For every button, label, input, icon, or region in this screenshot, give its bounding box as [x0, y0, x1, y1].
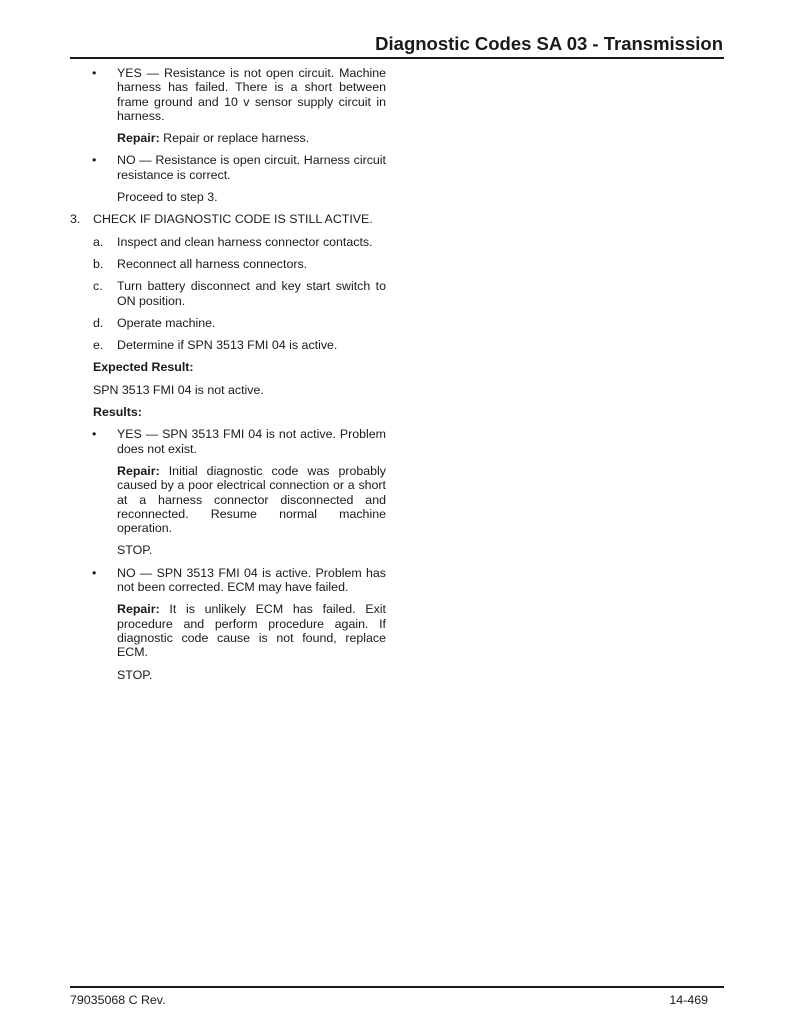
repair-text: Repair or replace harness. — [163, 131, 310, 146]
expected-result-heading: Expected Result: — [93, 360, 194, 375]
footer-rule — [70, 986, 724, 988]
result-yes-text: YES — Resistance is not open circuit. Machine harness has failed. There is a short between frame ground and 10 v sensor supply circuit in harness. — [117, 66, 386, 123]
repair-note — [70, 602, 386, 659]
substep-d — [70, 316, 386, 330]
expected-result-text: SPN 3513 FMI 04 is not active. — [93, 382, 264, 397]
result-yes-item — [70, 427, 386, 456]
repair-note — [70, 464, 386, 535]
bullet-icon: • — [92, 565, 97, 580]
result-yes-item — [70, 66, 386, 123]
repair-label: Repair: — [117, 131, 160, 146]
bullet-icon: • — [92, 427, 97, 442]
result-yes-text: YES — SPN 3513 FMI 04 is not active. Problem does not exist. — [117, 427, 386, 456]
page-title: Diagnostic Codes SA 03 - Transmission — [375, 33, 723, 54]
bullet-icon: • — [92, 153, 97, 168]
substep-c — [70, 279, 386, 308]
repair-label: Repair: — [117, 602, 160, 617]
result-no-text: NO — Resistance is open circuit. Harness circuit resistance is correct. — [117, 153, 386, 182]
substep-b — [70, 257, 386, 271]
stop-note: STOP. — [117, 543, 153, 558]
result-no-item — [70, 153, 386, 182]
substep-e — [70, 338, 386, 352]
repair-note — [70, 131, 386, 145]
substep-a — [70, 235, 386, 249]
substep-letter: a. — [93, 234, 104, 249]
substep-letter: d. — [93, 315, 104, 330]
header-rule — [70, 57, 724, 59]
procedure-content — [70, 66, 386, 690]
step-3 — [70, 212, 386, 226]
substep-text: Operate machine. — [117, 315, 216, 330]
substep-text: Turn battery disconnect and key start switch to ON position. — [117, 279, 386, 308]
result-no-item — [70, 566, 386, 595]
document-number: 79035068 C Rev. — [70, 993, 166, 1007]
step-title: CHECK IF DIAGNOSTIC CODE IS STILL ACTIVE. — [93, 212, 373, 227]
substep-text: Determine if SPN 3513 FMI 04 is active. — [117, 338, 338, 353]
repair-text: Initial diagnostic code was probably caused by a poor electrical connection or a short at a harness connector disconnected and reconnected. Resume normal machine operation. — [117, 463, 386, 536]
stop-note: STOP. — [117, 667, 153, 682]
substep-letter: c. — [93, 279, 103, 294]
substep-letter: b. — [93, 256, 104, 271]
results-heading: Results: — [93, 405, 142, 420]
bullet-icon: • — [92, 66, 97, 80]
repair-text: It is unlikely ECM has failed. Exit procedure and perform procedure again. If diagnostic code cause is not found, replace ECM. — [117, 602, 386, 660]
step-number: 3. — [70, 212, 81, 227]
repair-label: Repair: — [117, 463, 160, 478]
page-number: 14-469 — [669, 993, 708, 1007]
substep-text: Inspect and clean harness connector contacts. — [117, 234, 373, 249]
proceed-note: Proceed to step 3. — [117, 190, 218, 205]
result-no-text: NO — SPN 3513 FMI 04 is active. Problem has not been corrected. ECM may have failed. — [117, 565, 386, 595]
substep-text: Reconnect all harness connectors. — [117, 256, 308, 271]
substep-letter: e. — [93, 338, 104, 353]
